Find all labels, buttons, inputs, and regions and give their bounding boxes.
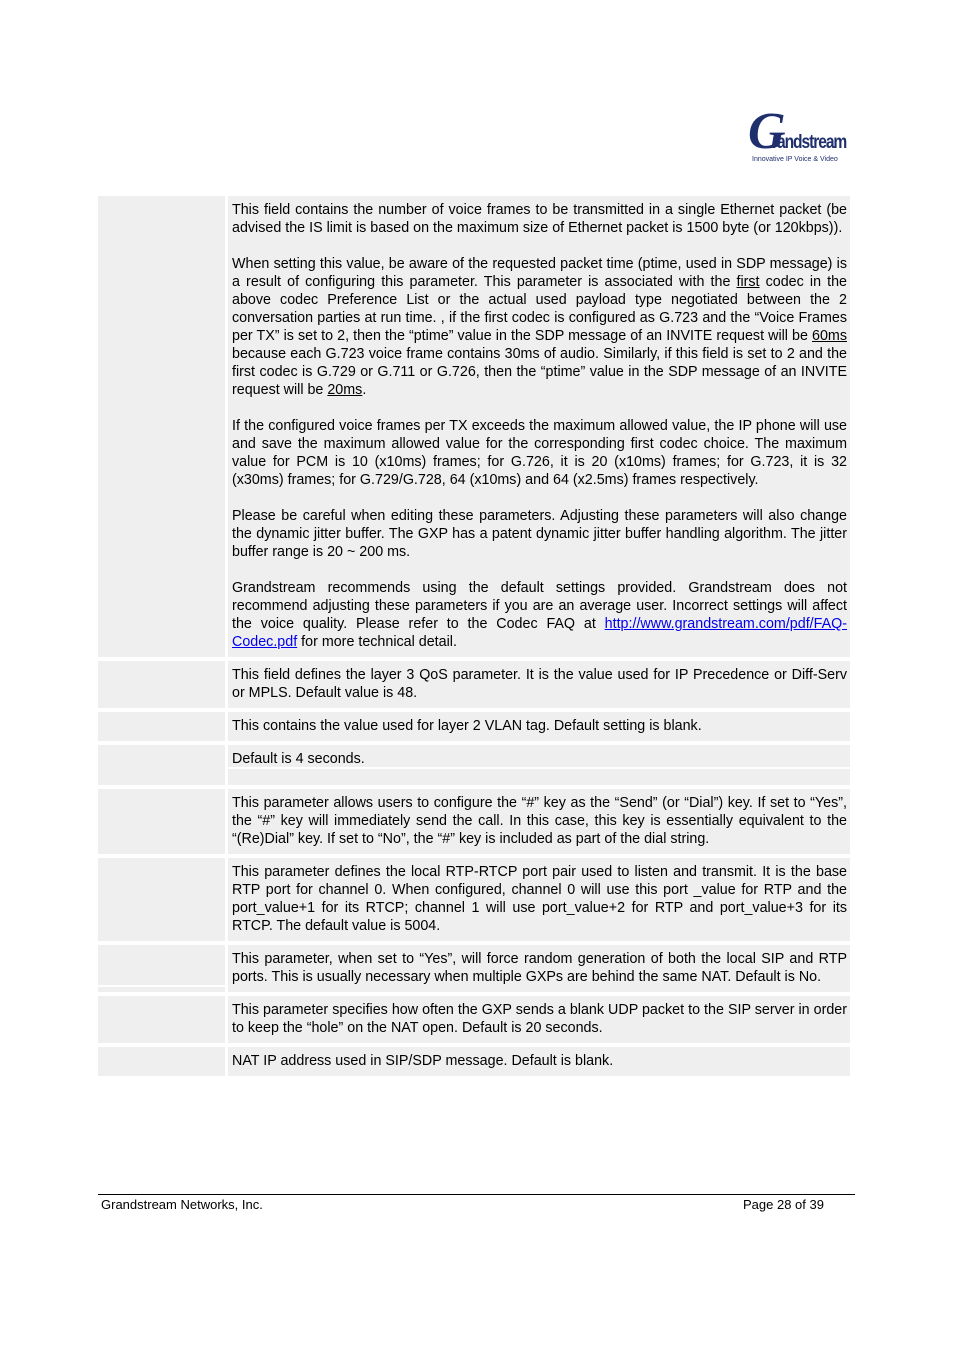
- parameter-table: [98, 196, 850, 1080]
- parameter-name-cell: [98, 712, 225, 741]
- description-paragraph: This parameter allows users to configure the “#” key as the “Send” (or “Dial”) key. If set to “Yes”, the “#” key will immediately send the call. In this case, this key is essentially equivalent to the “(Re)Dial” key. If set to “No”, the “#” key is included as part of the dial string.: [232, 795, 847, 847]
- footer-page-number: Page 28 of 39: [743, 1197, 824, 1212]
- parameter-description-cell: [228, 996, 850, 1043]
- description-paragraph: This field contains the number of voice frames to be transmitted in a single Ethernet packet (be advised the IS limit is based on the maximum size of Ethernet packet is 1500 byte (or 120kbps)).: [232, 202, 847, 236]
- parameter-description-cell: [228, 712, 850, 741]
- description-paragraph: This parameter defines the local RTP-RTCP port pair used to listen and transmit. It is the base RTP port for channel 0. When configured, channel 0 will use this port _value for RTP and the port_value+1 for its RTCP; channel 1 will use port_value+2 for RTP and port_value+3 for its RTCP. The default value is 5004.: [232, 864, 847, 934]
- table-row-nat-ip: [98, 1047, 850, 1076]
- parameter-name-cell: [98, 858, 225, 941]
- table-row-timeout: [98, 745, 850, 785]
- parameter-name-cell: [98, 661, 225, 708]
- parameter-name-cell: [98, 196, 225, 657]
- description-paragraph: This parameter, when set to “Yes”, will force random generation of both the local SIP and RTP ports. This is usually necessary when multiple GXPs are behind the same NAT. Default is No.: [232, 951, 847, 985]
- parameter-description-cell: [228, 945, 850, 992]
- description-paragraph: Default is 4 seconds.: [232, 751, 365, 767]
- parameter-name-cell: [98, 945, 225, 992]
- parameter-description-cell: [228, 1047, 850, 1076]
- footer-company: Grandstream Networks, Inc.: [101, 1197, 263, 1212]
- description-paragraph: When setting this value, be aware of the requested packet time (ptime, used in SDP message) is a result of configuring this parameter. This parameter is associated with the first codec in the above codec Preference List or the actual used payload type negotiated between the 2 conversation parties at run time. , if the first codec is configured as G.723 and the “Voice Frames per TX” is set to 2, then the “ptime” value in the SDP message of an INVITE request will be 60ms because each G.723 voice frame contains 30ms of audio. Similarly, if this field is set to 2 and the first codec is G.729 or G.711 or G.726, then the “ptime” value in the SDP message of an INVITE request will be 20ms.: [232, 256, 847, 398]
- parameter-name-cell: [98, 996, 225, 1043]
- table-row-voice-frames: [98, 196, 850, 657]
- table-row-layer2-vlan: [98, 712, 850, 741]
- table-row-nat-keep-alive: [98, 996, 850, 1043]
- description-paragraph: This field defines the layer 3 QoS parameter. It is the value used for IP Precedence or Diff-Serv or MPLS. Default value is 48.: [232, 667, 847, 701]
- description-paragraph: Grandstream recommends using the default settings provided. Grandstream does not recommend adjusting these parameters if you are an average user. Incorrect settings will affect the voice quality. Please refer to the Codec FAQ at http://www.grandstream.com/pdf/FAQ-Codec.pdf for more technical detail.: [232, 580, 847, 650]
- table-row-random-port: [98, 945, 850, 992]
- parameter-description-cell: [228, 858, 850, 941]
- parameter-name-cell: [98, 789, 225, 854]
- parameter-description-cell: [228, 745, 850, 785]
- description-paragraph: NAT IP address used in SIP/SDP message. Default is blank.: [232, 1053, 614, 1069]
- grandstream-logo: [748, 103, 852, 166]
- parameter-name-cell: [98, 745, 225, 785]
- parameter-name-cell: [98, 1047, 225, 1076]
- description-paragraph: This contains the value used for layer 2 VLAN tag. Default setting is blank.: [232, 718, 702, 734]
- table-row-hash-as-send: [98, 789, 850, 854]
- logo-mark: G: [748, 103, 786, 160]
- parameter-description-cell: [228, 789, 850, 854]
- description-paragraph: Please be careful when editing these parameters. Adjusting these parameters will also change the dynamic jitter buffer. The GXP has a patent dynamic jitter buffer handling algorithm. The jitter buffer range is 20 ~ 200 ms.: [232, 508, 847, 560]
- logo-wordmark: randstream: [772, 132, 847, 153]
- codec-faq-link[interactable]: http://www.grandstream.com/pdf/FAQ-Codec.pdf: [232, 616, 847, 650]
- parameter-description-cell: [228, 661, 850, 708]
- description-paragraph: This parameter specifies how often the GXP sends a blank UDP packet to the SIP server in order to keep the “hole” on the NAT open. Default is 20 seconds.: [232, 1002, 847, 1036]
- logo-tagline: Innovative IP Voice & Video: [752, 156, 838, 163]
- footer-divider: [98, 1194, 855, 1195]
- parameter-description-cell: [228, 196, 850, 657]
- table-row-local-rtp-port: [98, 858, 850, 941]
- description-paragraph: If the configured voice frames per TX exceeds the maximum allowed value, the IP phone will use and save the maximum allowed value for the corresponding first codec choice. The maximum value for PCM is 10 (x10ms) frames; for G.726, it is 20 (x10ms) frames; for G.723, it is 32 (x30ms) frames; for G.729/G.728, 64 (x10ms) and 64 (x2.5ms) frames respectively.: [232, 418, 847, 488]
- table-row-layer3-qos: [98, 661, 850, 708]
